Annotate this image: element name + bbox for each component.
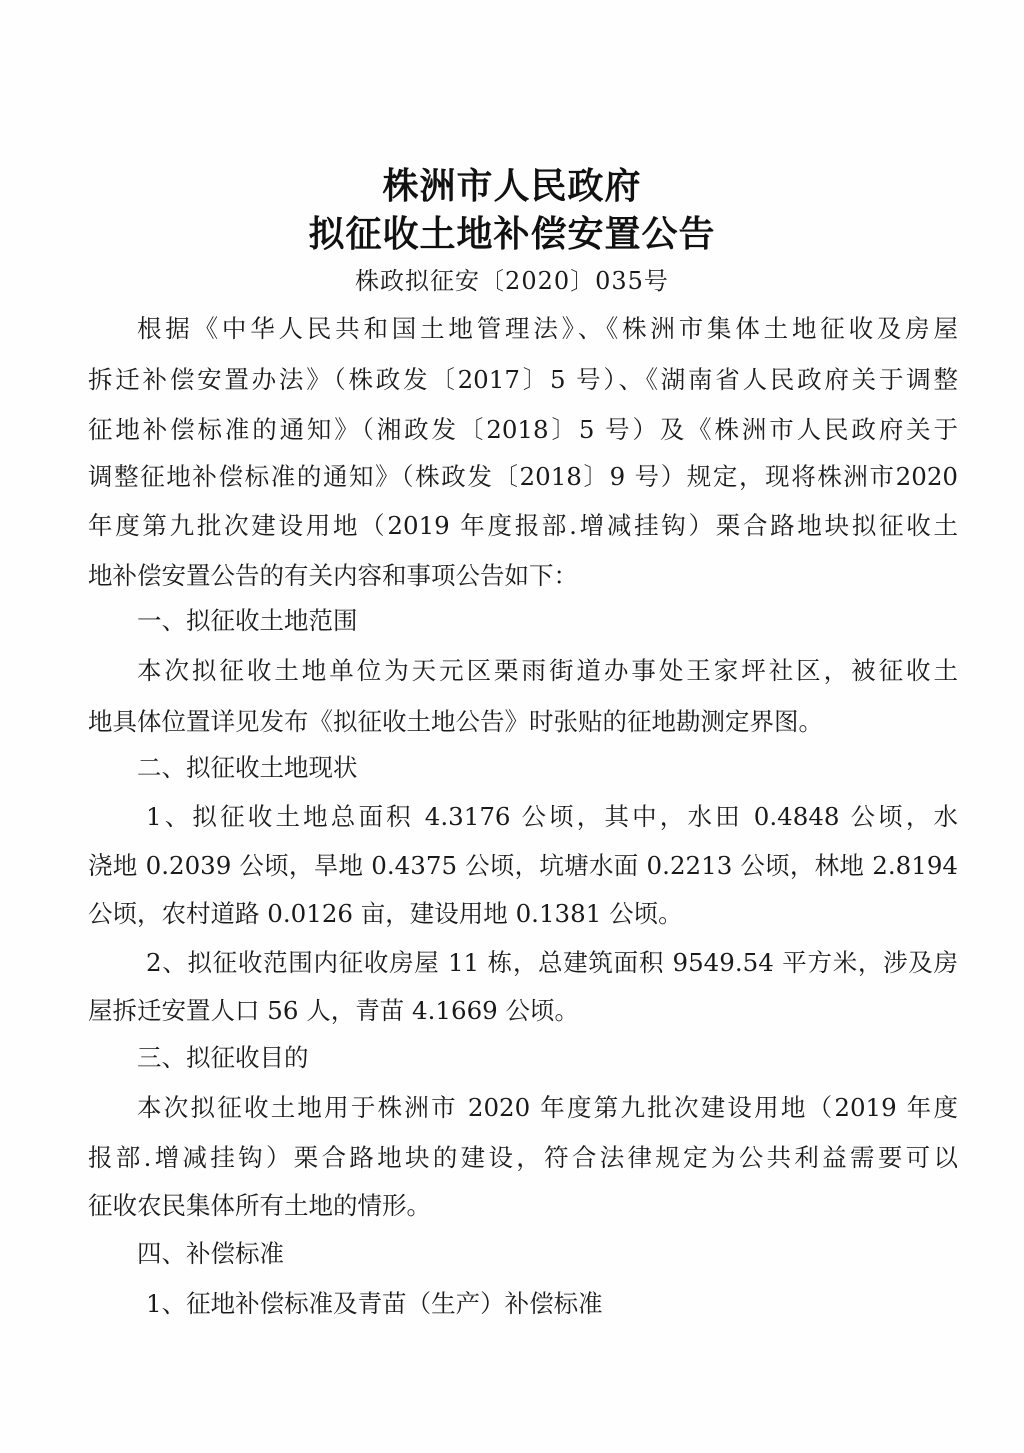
body-line: 地具体位置详见发布《拟征收土地公告》时张贴的征地勘测定界图。 <box>88 707 823 736</box>
section-heading: 二、拟征收土地现状 <box>137 753 358 782</box>
body-line: 屋拆迁安置人口 56 人，青苗 4.1669 公顷。 <box>88 996 580 1025</box>
body-line: 地补偿安置公告的有关内容和事项公告如下： <box>88 561 578 590</box>
body-line: 根据《中华人民共和国土地管理法》、《株洲市集体土地征收及房屋 <box>137 314 958 343</box>
body-line: 1、拟征收土地总面积 4.3176 公顷，其中，水田 0.4848 公顷，水 <box>146 802 958 831</box>
section-heading: 一、拟征收土地范围 <box>137 606 358 635</box>
body-line: 1、征地补偿标准及青苗（生产）补偿标准 <box>146 1289 603 1318</box>
document-title-line1: 株洲市人民政府 <box>382 166 642 207</box>
body-line: 本次拟征收土地单位为天元区栗雨街道办事处王家坪社区，被征收土 <box>137 656 958 685</box>
body-line: 公顷，农村道路 0.0126 亩，建设用地 0.1381 公顷。 <box>88 899 683 928</box>
body-line: 调整征地补偿标准的通知》（株政发〔2018〕9 号）规定，现将株洲市2020 <box>88 462 958 491</box>
body-line: 2、拟征收范围内征收房屋 11 栋，总建筑面积 9549.54 平方米，涉及房 <box>146 948 958 977</box>
section-heading: 三、拟征收目的 <box>137 1043 309 1072</box>
section-heading: 四、补偿标准 <box>137 1239 284 1268</box>
body-line: 年度第九批次建设用地（2019 年度报部.增减挂钩）栗合路地块拟征收土 <box>88 511 958 540</box>
document-number: 株政拟征安〔2020〕035号 <box>355 267 669 295</box>
body-line: 拆迁补偿安置办法》（株政发〔2017〕5 号）、《湖南省人民政府关于调整 <box>88 365 958 394</box>
document-title-line2: 拟征收土地补偿安置公告 <box>308 214 716 255</box>
body-line: 浇地 0.2039 公顷，旱地 0.4375 公顷，坑塘水面 0.2213 公顷，林地 2.8194 <box>88 851 958 880</box>
body-line: 报部.增减挂钩）栗合路地块的建设，符合法律规定为公共利益需要可以 <box>88 1143 958 1172</box>
body-line: 本次拟征收土地用于株洲市 2020 年度第九批次建设用地（2019 年度 <box>137 1093 958 1122</box>
body-line: 征收农民集体所有土地的情形。 <box>88 1191 431 1220</box>
body-line: 征地补偿标准的通知》（湘政发〔2018〕5 号）及《株洲市人民政府关于 <box>88 415 958 444</box>
